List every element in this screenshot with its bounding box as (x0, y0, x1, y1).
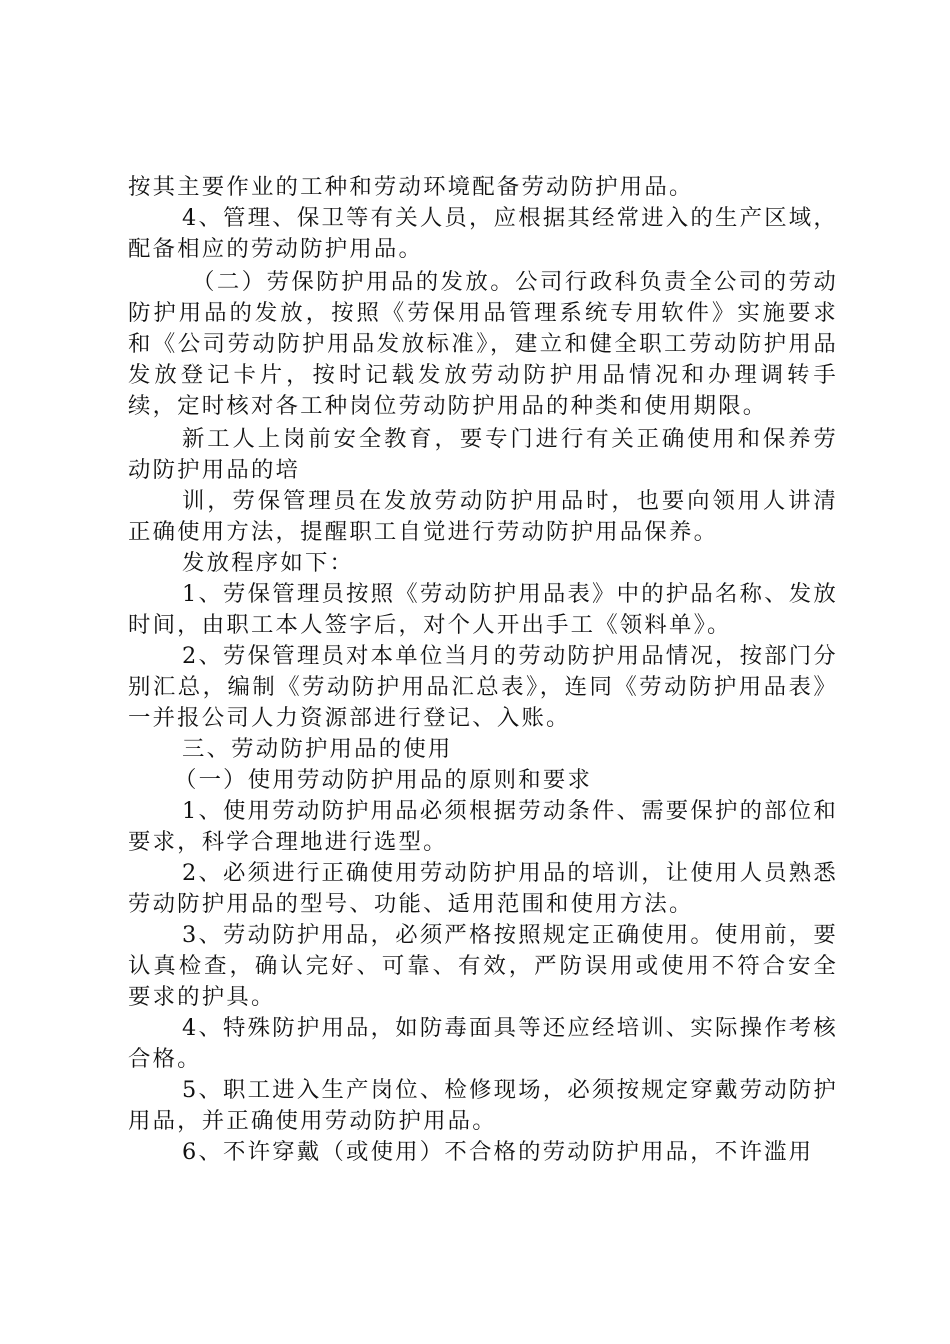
paragraph-1: 按其主要作业的工种和劳动环境配备劳动防护用品。 (128, 174, 694, 200)
subsection-heading-1: （一）使用劳动防护用品的原则和要求 (174, 767, 593, 793)
paragraph-6: 发放程序如下： (182, 550, 355, 576)
paragraph-3: （二）劳保防护用品的发放。公司行政科负责全公司的劳动防护用品的发放，按照《劳保用品管理系统专用软件》实施要求和《公司劳动防护用品发放标准》，建立和健全职工劳动防护用品发放登记卡片，按时记载发放劳动防护用品情况和办理调转手续，定时核对各工种岗位劳动防护用品的种类和使用期限。 (128, 269, 838, 419)
paragraph-7: 1、劳保管理员按照《劳动防护用品表》中的护品名称、发放时间，由职工本人签字后，对个人开出手工《领料单》。 (128, 581, 838, 638)
paragraph-4: 新工人上岗前安全教育，要专门进行有关正确使用和保养劳动防护用品的培 (128, 426, 838, 483)
document-body (128, 172, 838, 1168)
paragraph-15: 5、职工进入生产岗位、检修现场，必须按规定穿戴劳动防护用品，并正确使用劳动防护用品。 (128, 1077, 838, 1134)
paragraph-8: 2、劳保管理员对本单位当月的劳动防护用品情况，按部门分别汇总，编制《劳动防护用品汇总表》，连同《劳动防护用品表》一并报公司人力资源部进行登记、入账。 (128, 643, 838, 731)
paragraph-14: 4、特殊防护用品，如防毒面具等还应经培训、实际操作考核合格。 (128, 1015, 838, 1072)
paragraph-2: 4、管理、保卫等有关人员，应根据其经常进入的生产区域，配备相应的劳动防护用品。 (128, 205, 838, 262)
paragraph-16: 6、不许穿戴（或使用）不合格的劳动防护用品，不许滥用 (182, 1139, 814, 1165)
paragraph-12: 2、必须进行正确使用劳动防护用品的培训，让使用人员熟悉劳动防护用品的型号、功能、适用范围和使用方法。 (128, 860, 838, 917)
paragraph-5: 训，劳保管理员在发放劳动防护用品时，也要向领用人讲清正确使用方法，提醒职工自觉进行劳动防护用品保养。 (128, 488, 838, 545)
paragraph-11: 1、使用劳动防护用品必须根据劳动条件、需要保护的部位和要求，科学合理地进行选型。 (128, 798, 838, 855)
section-heading-3: 三、劳动防护用品的使用 (182, 736, 453, 762)
paragraph-13: 3、劳动防护用品，必须严格按照规定正确使用。使用前，要认真检查，确认完好、可靠、有效，严防误用或使用不符合安全要求的护具。 (128, 922, 838, 1010)
